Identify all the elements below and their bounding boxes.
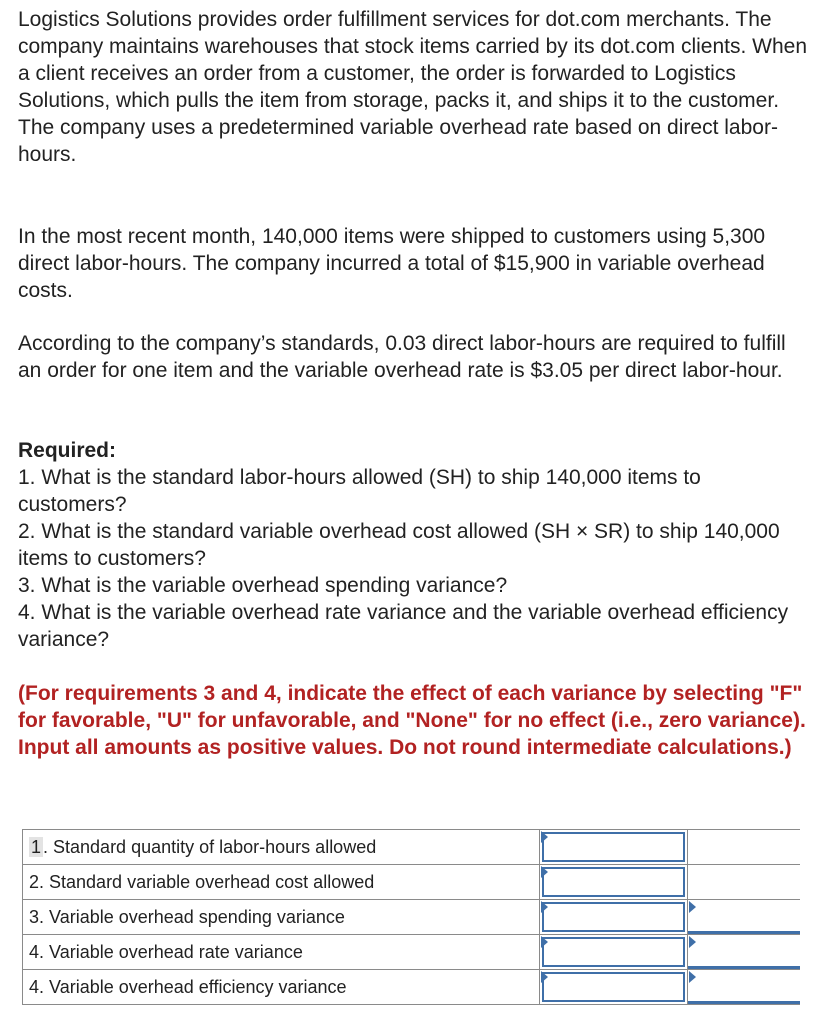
value-cell	[540, 900, 688, 935]
value-input[interactable]	[542, 937, 685, 967]
standards-paragraph: According to the company’s standards, 0.03 direct labor-hours are required to fulfill an order for one item and the variable overhead rate is $3.05 per direct labor-hour.	[18, 332, 786, 382]
required-item-4: 4. What is the variable overhead rate variance and the variable overhead efficiency variance?	[18, 601, 789, 651]
row-label	[23, 935, 540, 970]
effect-select[interactable]	[688, 970, 800, 1004]
effect-select[interactable]	[688, 900, 800, 934]
instructions-note: (For requirements 3 and 4, indicate the effect of each variance by selecting "F" for favorable, "U" for unfavorable, and "None" for no effect (i.e., zero variance). Input all amounts as positive values. Do not round intermediate calculations.)	[18, 682, 806, 759]
cell-marker-icon	[541, 936, 548, 948]
required-item-1: 1. What is the standard labor-hours allowed (SH) to ship 140,000 items to customers?	[18, 466, 701, 516]
value-input[interactable]	[542, 832, 685, 862]
row-number: 4	[29, 976, 40, 997]
required-heading: Required:	[18, 439, 117, 462]
month-data-paragraph: In the most recent month, 140,000 items were shipped to customers using 5,300 direct labor-hours. The company incurred a total of $15,900 in variable overhead costs.	[18, 225, 766, 302]
value-cell	[540, 865, 688, 900]
cell-marker-icon	[541, 866, 548, 878]
dropdown-marker-icon	[689, 971, 696, 983]
effect-cell	[688, 830, 800, 865]
value-cell	[540, 830, 688, 865]
dropdown-marker-icon	[689, 936, 696, 948]
row-number: 2	[29, 871, 40, 892]
row-label-text: . Variable overhead rate variance	[39, 941, 303, 962]
dropdown-marker-icon	[689, 901, 696, 913]
table-row	[23, 830, 801, 865]
value-input[interactable]	[542, 972, 685, 1002]
table-row	[23, 970, 801, 1005]
cell-marker-icon	[541, 831, 548, 843]
required-item-3: 3. What is the variable overhead spending variance?	[18, 574, 508, 597]
value-cell	[540, 970, 688, 1005]
row-label	[23, 830, 540, 865]
cell-marker-icon	[541, 901, 548, 913]
row-number: 1	[31, 836, 42, 857]
row-label-text: . Variable overhead spending variance	[39, 906, 345, 927]
row-label-text: . Standard variable overhead cost allowed	[39, 871, 375, 892]
value-input[interactable]	[542, 867, 685, 897]
effect-cell	[688, 865, 800, 900]
row-label	[23, 970, 540, 1005]
row-label	[23, 865, 540, 900]
row-number: 4	[29, 941, 40, 962]
effect-select[interactable]	[688, 935, 800, 969]
required-section	[18, 437, 808, 653]
effect-cell	[688, 900, 800, 935]
intro-paragraph: Logistics Solutions provides order fulfillment services for dot.com merchants. The company maintains warehouses that stock items carried by its dot.com clients. When a client receives an order from a customer, the order is forwarded to Logistics Solutions, which pulls the item from storage, packs it, and ships it to the customer. The company uses a predetermined variable overhead rate based on direct labor-hours.	[18, 8, 807, 166]
table-row	[23, 935, 801, 970]
effect-cell	[688, 970, 800, 1005]
table-row	[23, 865, 801, 900]
row-label-text: . Variable overhead efficiency variance	[39, 976, 347, 997]
value-cell	[540, 935, 688, 970]
required-item-2: 2. What is the standard variable overhead cost allowed (SH × SR) to ship 140,000 items to customers?	[18, 520, 780, 570]
answer-table	[22, 829, 800, 1005]
table-row	[23, 900, 801, 935]
effect-cell	[688, 935, 800, 970]
row-label-text: . Standard quantity of labor-hours allowed	[43, 836, 377, 857]
row-number: 3	[29, 906, 40, 927]
value-input[interactable]	[542, 902, 685, 932]
row-label	[23, 900, 540, 935]
cell-marker-icon	[541, 971, 548, 983]
